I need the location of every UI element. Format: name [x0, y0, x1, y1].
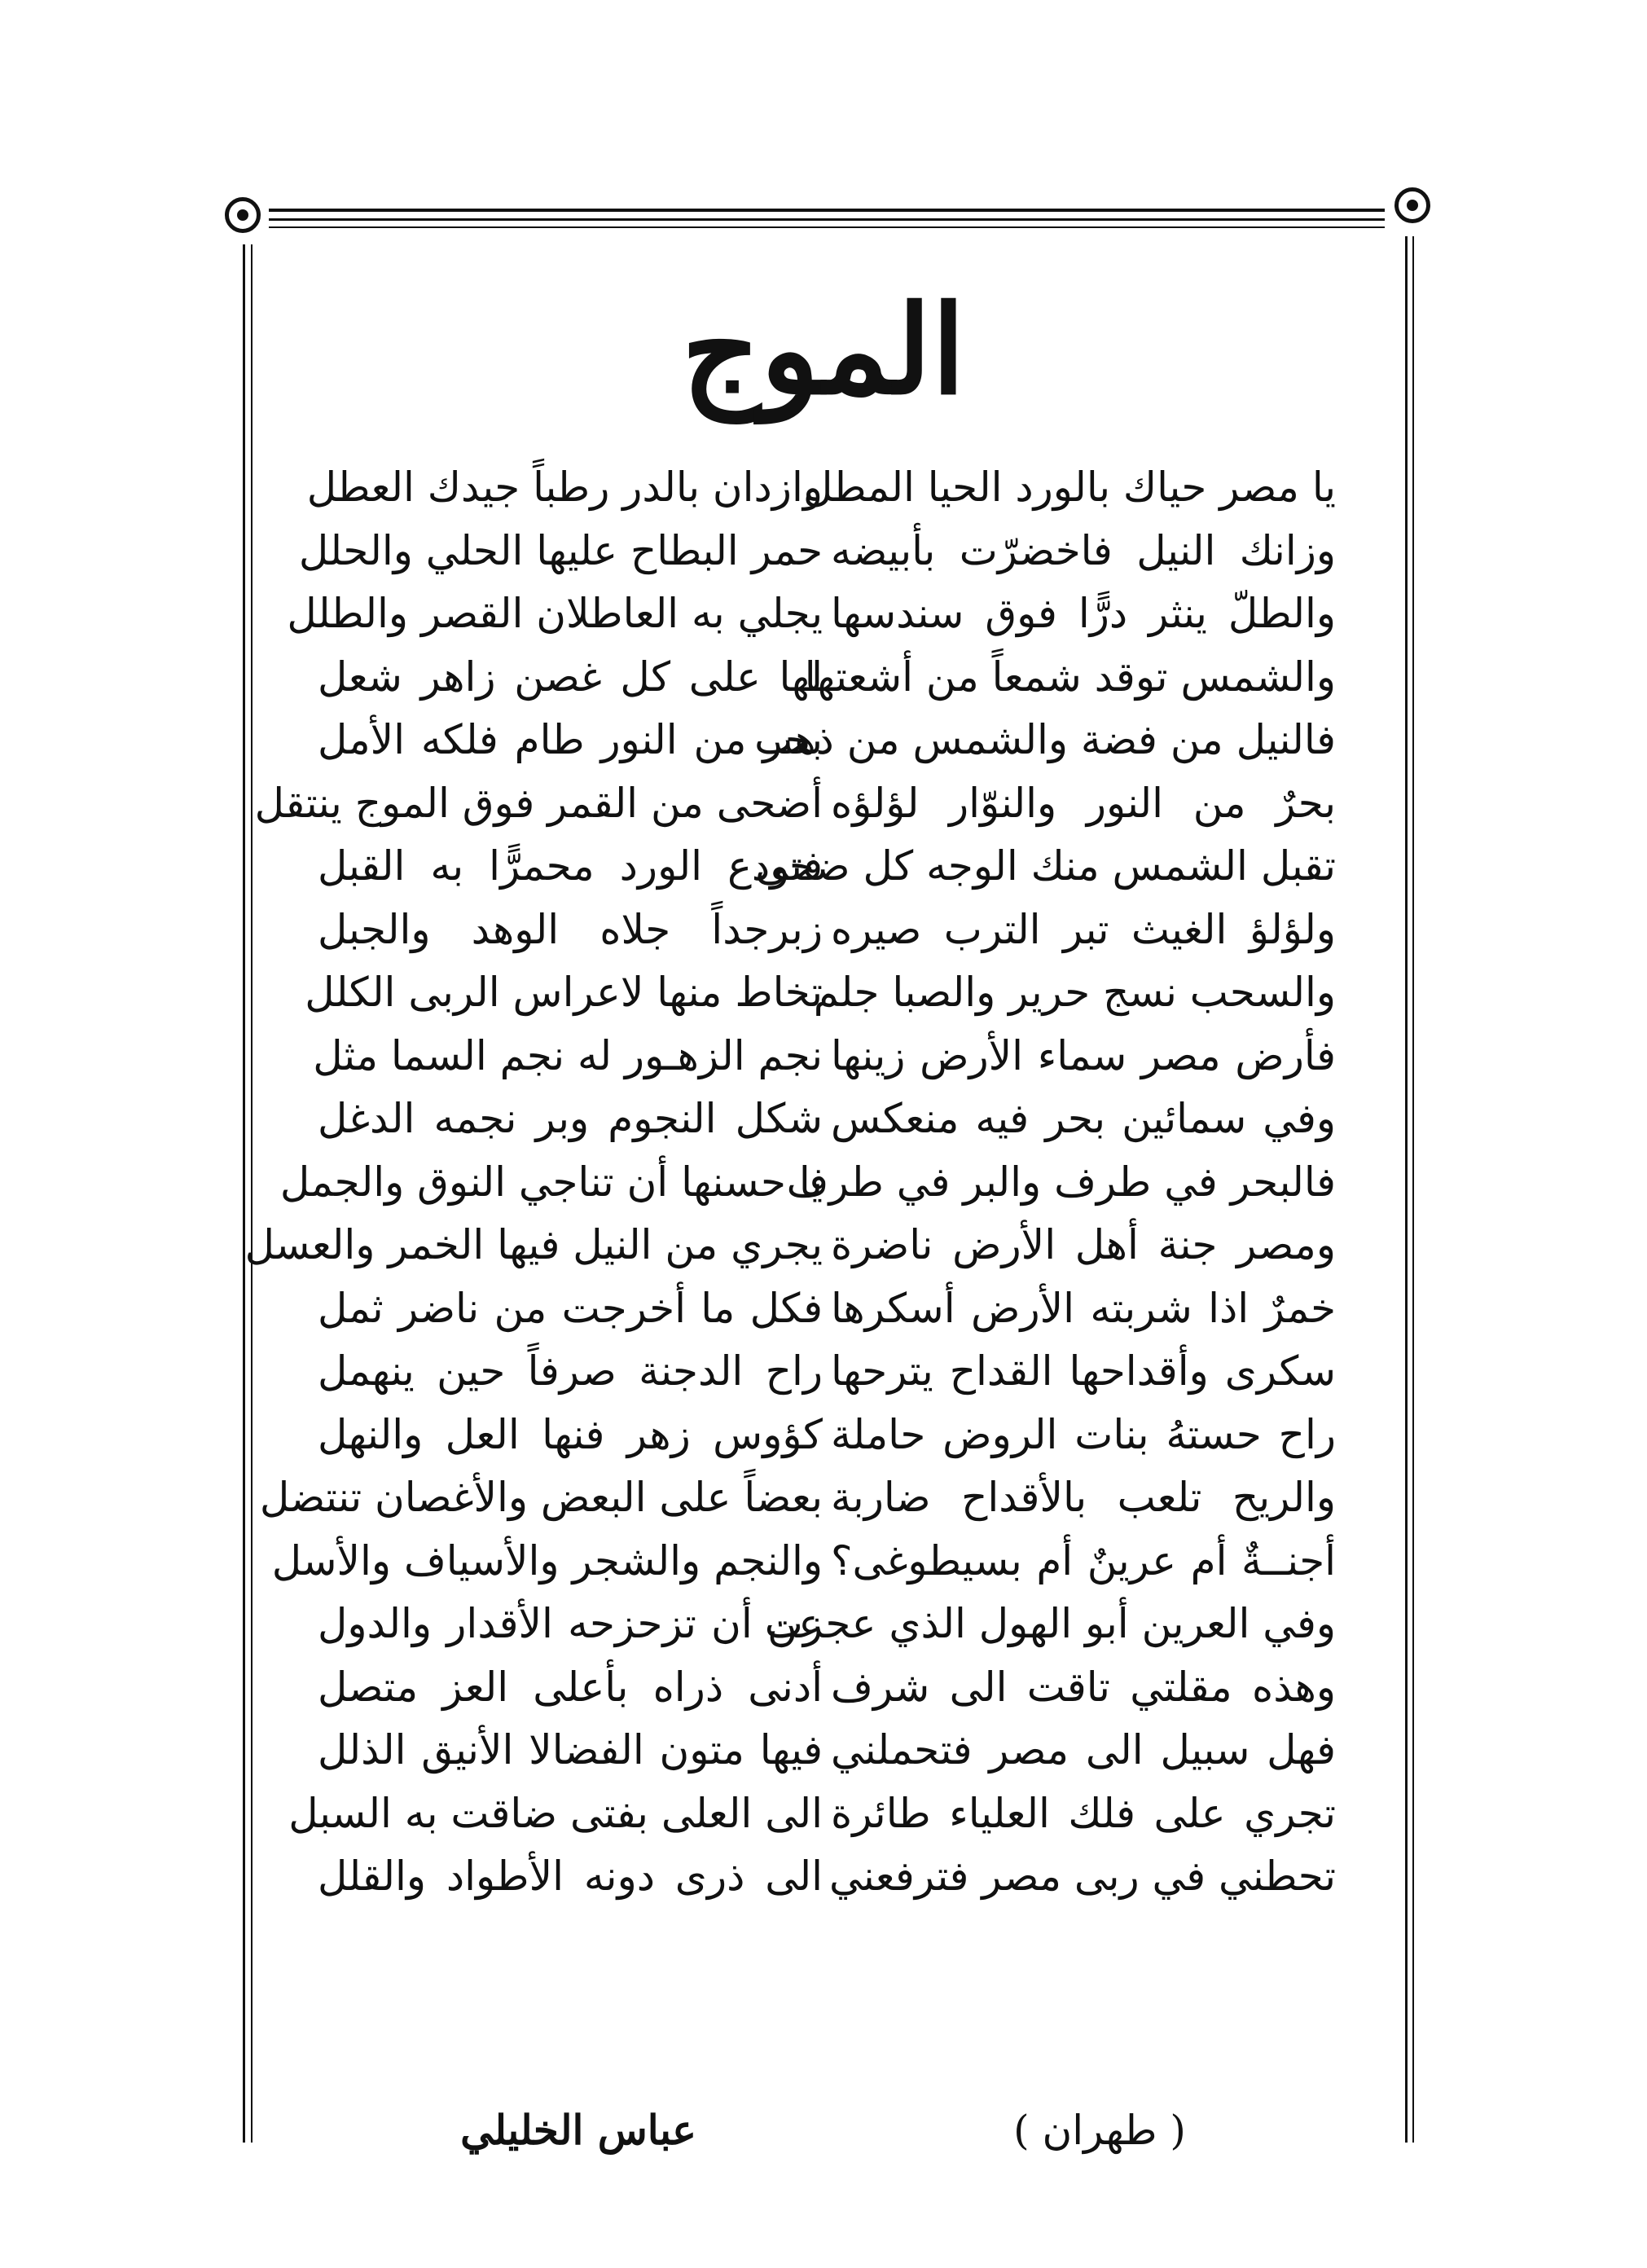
verse-line: وازدان بالدر رطباً جيدك العطل — [306, 464, 823, 511]
verse-line: راح حستهُ بنات الروض حاملة — [831, 1410, 1336, 1458]
footer-author: عباس الخليلي — [460, 2106, 696, 2154]
verse-line: وهذه مقلتي تاقت الى شرف — [831, 1663, 1336, 1711]
verse-line: سكرى وأقداحها القداح يترحها — [831, 1347, 1336, 1395]
right-border-line-inner — [1412, 236, 1414, 2143]
verse-line: بحر من النور طام فلكه الأمل — [318, 716, 823, 763]
right-border-line — [1405, 236, 1408, 2143]
verse-line: زبرجداً جلاه الوهد والجبل — [318, 905, 823, 953]
verse-line: والريح تلعب بالأقداح ضاربة — [831, 1474, 1336, 1521]
verse-line: بحرٌ من النور والنوّار لؤلؤه — [831, 779, 1336, 827]
verse-line: الى العلى بفتى ضاقت به السبل — [288, 1789, 823, 1837]
verse-line: يجلي به العاطلان القصر والطلل — [287, 590, 823, 637]
verse-line: أضحى من القمر فوق الموج ينتقل — [254, 779, 823, 827]
verse-line: أجنــةٌ أم عرينٌ أم بسيطوغى؟ — [831, 1536, 1336, 1585]
verse-line: لها على كل غصن زاهر شعل — [318, 653, 823, 701]
verse-line: بعضاً على البعض والأغصان تنتضل — [259, 1474, 823, 1521]
verse-line: تجري على فلك العلياء طائرة — [831, 1789, 1336, 1837]
verse-line: فهل سبيل الى مصر فتحملني — [831, 1726, 1336, 1774]
verse-line: فكل ما أخرجت من ناضر ثمل — [318, 1284, 823, 1332]
verse-line: وفي سمائين بحر فيه منعكس — [831, 1095, 1336, 1142]
poem-title: الموج — [681, 279, 966, 422]
verse-line: يا حسنها أن تناجي النوق والجمل — [279, 1158, 823, 1206]
top-rule-inner — [269, 218, 1385, 221]
verse-line: فالبحر في طرف والبر في طرف — [786, 1158, 1336, 1206]
right-column — [754, 456, 1336, 1909]
left-corner-ornament-icon — [225, 197, 261, 233]
verse-line: تقبل الشمس منك الوجه كل ضحى — [755, 842, 1336, 890]
verse-line: الى ذرى دونه الأطواد والقلل — [318, 1853, 823, 1900]
verse-line: والطلّ ينثر درًّا فوق سندسها — [831, 590, 1336, 637]
verse-line: أدنى ذراه بأعلى العز متصل — [318, 1663, 823, 1711]
verse-line: نجم الزهـور له نجم السما مثل — [313, 1031, 823, 1079]
left-border-line — [243, 244, 245, 2143]
verse-line: خمرٌ اذا شربته الأرض أسكرها — [831, 1284, 1336, 1332]
verse-line: حمر البطاح عليها الحلي والحلل — [298, 526, 823, 574]
verse-line: وزانك النيل فاخضرّت بأبيضه — [831, 526, 1336, 574]
verse-line: عن أن تزحزحه الأقدار والدول — [318, 1600, 823, 1647]
verse-line: والشمس توقد شمعاً من أشعتها — [804, 653, 1336, 701]
verse-line: وفي العرين أبو الهول الذي عجزت — [764, 1600, 1336, 1647]
top-rule-outer — [269, 209, 1385, 212]
verse-line: كؤوس زهر فنها العل والنهل — [318, 1410, 823, 1458]
verse-line: والسحب نسج حرير والصبا جلم — [813, 969, 1336, 1016]
verse-line: تخاط منها لاعراس الربى الكلل — [305, 969, 823, 1016]
left-column — [244, 456, 823, 1909]
verse-line: فيها متون الفضالا الأنيق الذلل — [318, 1726, 823, 1774]
left-border-line-inner — [251, 244, 253, 2143]
verse-line: فتودع الورد محمرًّا به القبل — [318, 842, 823, 890]
verse-line: تحطني في ربى مصر فترفعني — [829, 1853, 1336, 1900]
verse-line: ومصر جنة أهل الأرض ناضرة — [831, 1221, 1336, 1268]
verse-line: فأرض مصر سماء الأرض زينها — [831, 1031, 1336, 1079]
verse-line: ولؤلؤ الغيث تبر الترب صيره — [831, 905, 1336, 953]
verse-line: شكل النجوم وبر نجمه الدغل — [318, 1095, 823, 1142]
right-corner-ornament-icon — [1394, 187, 1430, 223]
verse-line: يجري من النيل فيها الخمر والعسل — [244, 1221, 823, 1268]
verse-line: راح الدجنة صرفاً حين ينهمل — [318, 1347, 823, 1395]
verse-line: يا مصر حياك بالورد الحيا المطل — [802, 464, 1336, 511]
footer-place: ( طهران ) — [1013, 2107, 1186, 2154]
verse-line: والنجم والشجر والأسياف والأسل — [271, 1536, 823, 1585]
top-rule-thin — [269, 226, 1385, 228]
verse-line: فالنيل من فضة والشمس من ذهب — [754, 716, 1336, 763]
